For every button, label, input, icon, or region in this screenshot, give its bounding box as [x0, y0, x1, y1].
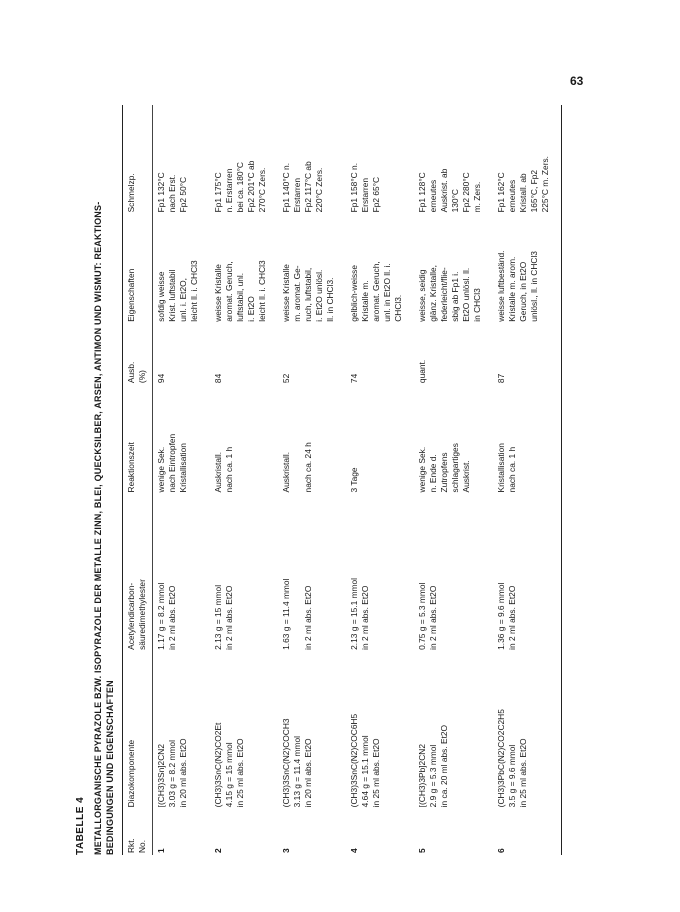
- cell-diazo-line: [(CH3)3Pb]2CN2: [417, 744, 427, 808]
- header-zeit: Reaktionszeit: [123, 385, 153, 494]
- cell-eig-line: weisse, seidig: [417, 269, 427, 322]
- cell-eig-line: ll. in CHCl3.: [325, 277, 335, 322]
- data-table: [122, 105, 562, 855]
- cell-diazo-line: (CH3)3PbC(N2)CO2C2H5: [496, 709, 506, 808]
- cell-schm: [153, 105, 211, 214]
- cell-schm-line: 165°C, Fp2: [529, 169, 539, 213]
- cell-schm-line: Erstarren: [292, 177, 302, 213]
- table-row: [153, 105, 211, 855]
- cell-diazo-line: in 25 ml abs. Et2O: [371, 738, 381, 808]
- cell-acet: [414, 494, 493, 651]
- table-title-line-1: METALLORGANISCHE PYRAZOLE BZW. ISOPYRAZOLE DER METALLE ZINN, BLEI, QUECKSILBER, ARSEN, ANTIMON UND WISMUT: REAKTIONS-: [93, 201, 103, 855]
- cell-eig-line: luftstabil, unl.: [235, 272, 245, 322]
- cell-eig-line: CHCl3.: [393, 294, 403, 322]
- header-acet: [123, 494, 153, 651]
- cell-eig-line: i. Et2O unlösl.: [314, 269, 324, 322]
- table-row: [278, 105, 346, 855]
- cell-schm-line: nach Erst.: [167, 174, 177, 213]
- cell-eig-line: aromat. Geruch,: [224, 261, 234, 322]
- header-diazo: Diazokomponente: [123, 652, 153, 809]
- cell-zeit-line: Kristallisation: [496, 443, 506, 493]
- header-ausb-line-1: Ausb.: [126, 361, 136, 384]
- cell-eig-line: unlösl., ll. in CHCl3: [529, 251, 539, 322]
- cell-acet-line: 0.75 g = 5.3 mmol: [417, 582, 427, 650]
- cell-schm-line: Fp1 128°C: [417, 172, 427, 213]
- cell-diazo-line: 3.03 g = 8.2 mmol: [167, 740, 177, 808]
- cell-acet-line: 2.13 g = 15 mmol: [213, 584, 223, 650]
- cell-eig-line: i. Et2O: [246, 296, 256, 322]
- cell-eig: [278, 214, 346, 323]
- cell-diazo: [346, 652, 414, 809]
- cell-zeit: [493, 385, 562, 494]
- table-header-row: [123, 105, 153, 855]
- cell-acet-line: in 2 ml abs. Et2O: [360, 585, 370, 650]
- table-row: [210, 105, 278, 855]
- cell-eig: [153, 214, 211, 323]
- cell-schm-line: Fp1 132°C: [156, 172, 166, 213]
- table-label: TABELLE 4: [75, 796, 86, 855]
- cell-zeit-line: Auskristall.: [213, 451, 223, 493]
- header-nr-line-1: Rkt.: [126, 838, 136, 853]
- cell-zeit: [153, 385, 211, 494]
- header-eig: Eigenschaften: [123, 214, 153, 323]
- cell-zeit-line: nach ca. 24 h: [303, 442, 313, 493]
- cell-diazo-line: in 20 ml abs. Et2O: [303, 738, 313, 808]
- cell-zeit-line: Auskrist.: [461, 460, 471, 493]
- cell-acet-line: 2.13 g = 15.1 mmol: [349, 577, 359, 650]
- cell-eig-line: aromat. Geruch,: [371, 261, 381, 322]
- header-schm: Schmelzp.: [123, 105, 153, 214]
- cell-ausb: 94: [156, 373, 166, 384]
- cell-nr: 2: [213, 848, 223, 853]
- cell-ausb: 84: [213, 373, 223, 384]
- cell-zeit-line: schlagartiges: [450, 443, 460, 493]
- cell-schm-line: bei ca. 180°C: [235, 162, 245, 213]
- cell-eig-line: Kristalle m.: [360, 280, 370, 322]
- cell-acet: [153, 494, 211, 651]
- cell-diazo-line: (CH3)3SnC(N2)COCH3: [281, 718, 291, 808]
- cell-eig: [493, 214, 562, 323]
- cell-nr: 4: [349, 848, 359, 853]
- table-row: [414, 105, 493, 855]
- cell-schm-line: Kristall. ab: [518, 173, 528, 213]
- cell-zeit-line: wenige Sek.: [156, 446, 166, 493]
- cell-schm: [414, 105, 493, 214]
- cell-nr: 5: [417, 848, 427, 853]
- cell-zeit: [210, 385, 278, 494]
- cell-zeit-line: nach ca. 1 h: [507, 446, 517, 493]
- cell-ausb: quant.: [417, 359, 427, 384]
- cell-ausb: 74: [349, 373, 359, 384]
- cell-eig-line: ruch, luftstabil,: [303, 267, 313, 322]
- cell-diazo: [153, 652, 211, 809]
- cell-schm-line: Fp1 158°C n.: [349, 162, 359, 213]
- cell-zeit-line: Auskristall.: [281, 451, 291, 493]
- cell-eig-line: federleicht/flie-: [439, 267, 449, 322]
- cell-eig-line: gelblich-weisse: [349, 264, 359, 322]
- page-number: 63: [570, 74, 584, 88]
- cell-acet-line: 1.36 g = 9.6 mmol: [496, 582, 506, 650]
- cell-eig-line: Kristalle m. arom.: [507, 256, 517, 322]
- cell-eig-line: weisse Kristalle: [281, 264, 291, 322]
- cell-schm-line: Fp2 65°C: [371, 176, 381, 213]
- cell-eig-line: glänz. Kristalle,: [428, 264, 438, 322]
- cell-zeit: [278, 385, 346, 494]
- cell-eig-line: in CHCl3: [472, 288, 482, 322]
- cell-schm-line: n. Erstarren: [224, 168, 234, 213]
- cell-diazo-line: 3.13 g = 11.4 mmol: [292, 736, 302, 808]
- cell-nr: 3: [281, 848, 291, 853]
- cell-schm-line: erneutes: [428, 179, 438, 213]
- cell-zeit-line: Zutropfens: [439, 452, 449, 493]
- header-acet-line-1: Acetylendicarbon-: [126, 582, 136, 650]
- cell-eig-line: weisse luftbeständ.: [496, 250, 506, 322]
- cell-acet-line: [292, 498, 303, 649]
- cell-eig-line: m. aromat. Ge-: [292, 265, 302, 322]
- cell-diazo-line: in 25 ml abs. Et2O: [518, 738, 528, 808]
- cell-diazo-line: (CH3)3SnC(N2)COC6H5: [349, 713, 359, 808]
- cell-schm: [278, 105, 346, 214]
- cell-diazo-line: in ca. 20 ml abs. Et2O: [439, 724, 449, 808]
- cell-schm: [210, 105, 278, 214]
- header-ausb: [123, 324, 153, 385]
- cell-acet: [278, 494, 346, 651]
- cell-schm-line: 130°C: [450, 189, 460, 213]
- cell-acet-line: in 2 ml abs. Et2O: [224, 585, 234, 650]
- cell-zeit-line: nach Eintropfen: [167, 433, 177, 493]
- cell-diazo: [414, 652, 493, 809]
- cell-zeit-line: 3 Tage: [349, 467, 359, 493]
- header-nr-line-2: No.: [137, 839, 147, 853]
- cell-eig-line: Et2O unlösl. ll.: [461, 267, 471, 322]
- cell-schm-line: Fp2 117°C ab: [303, 161, 313, 213]
- header-acet-line-2: säuredimethylester: [137, 579, 147, 650]
- table-body: [153, 105, 562, 855]
- cell-zeit-line: Kristallisation: [178, 443, 188, 493]
- cell-diazo-line: in 20 ml abs. Et2O: [178, 738, 188, 808]
- cell-schm-line: erneutes: [507, 179, 517, 213]
- cell-acet: [493, 494, 562, 651]
- cell-eig: [414, 214, 493, 323]
- cell-schm-line: Fp2 201°C ab: [246, 160, 256, 213]
- cell-ausb: 87: [493, 324, 562, 385]
- cell-schm-line: Fp1 175°C: [213, 172, 223, 213]
- cell-zeit-line: [292, 389, 303, 492]
- cell-zeit-line: wenige Sek.: [417, 446, 427, 493]
- cell-schm-line: Fp1 162°C: [496, 172, 506, 213]
- cell-schm-line: 225°C m. Zers.: [540, 156, 550, 213]
- cell-eig-line: Krist. luftstabil: [167, 269, 177, 322]
- table-row: [346, 105, 414, 855]
- header-ausb-line-2: (%): [137, 370, 147, 384]
- cell-schm-line: Fp2 280°C: [461, 172, 471, 213]
- cell-diazo-line: 4.64 g = 15.1 mmol: [360, 735, 370, 808]
- cell-eig-line: sbig ab Fp1 i.: [450, 271, 460, 322]
- cell-zeit: [414, 385, 493, 494]
- cell-diazo-line: [(CH3)3Sn]2CN2: [156, 744, 166, 808]
- cell-diazo: [210, 652, 278, 809]
- cell-acet: [210, 494, 278, 651]
- cell-diazo-line: 4.15 g = 15 mmol: [224, 742, 234, 808]
- cell-eig-line: Geruch, in Et2O: [518, 261, 528, 322]
- cell-acet: [346, 494, 414, 651]
- cell-acet-line: 1.63 g = 11.4 mmol: [281, 578, 291, 650]
- cell-eig: [346, 214, 414, 323]
- table-title: [92, 105, 116, 855]
- cell-acet-line: in 2 ml abs. Et2O: [167, 585, 177, 650]
- header-nr: [123, 809, 153, 855]
- cell-eig-line: leicht ll. i. CHCl3: [257, 260, 267, 322]
- cell-diazo-line: (CH3)3SnC(N2)CO2Et: [213, 722, 223, 808]
- cell-zeit: [346, 385, 414, 494]
- cell-schm: [493, 105, 562, 214]
- cell-schm-line: Fp1 140°C n.: [281, 162, 291, 213]
- cell-eig-line: weisse Kristalle: [213, 264, 223, 322]
- cell-schm-line: Fp2 50°C: [178, 176, 188, 213]
- cell-diazo: [278, 652, 346, 809]
- cell-eig-line: leicht ll. i. CHCl3: [189, 260, 199, 322]
- cell-schm-line: 220°C Zers.: [314, 167, 324, 213]
- cell-schm-line: Erstarren: [360, 177, 370, 213]
- cell-zeit-line: nach ca. 1 h: [224, 446, 234, 493]
- cell-acet-line: in 2 ml abs. Et2O: [428, 585, 438, 650]
- cell-eig-line: unl. in Et2O ll. i.: [382, 263, 392, 322]
- rotated-table-block: [75, 105, 595, 855]
- cell-schm: [346, 105, 414, 214]
- table-row: [493, 105, 562, 855]
- cell-diazo-line: 2.9 g = 5.3 mmol: [428, 744, 438, 808]
- cell-nr: 1: [156, 848, 166, 853]
- cell-zeit-line: n. Ende d.: [428, 454, 438, 493]
- cell-schm-line: 270°C Zers.: [257, 167, 267, 213]
- cell-eig: [210, 214, 278, 323]
- cell-diazo: [493, 652, 562, 809]
- cell-eig-line: unl. i. Et2O,: [178, 278, 188, 322]
- cell-acet-line: in 2 ml abs. Et2O: [507, 585, 517, 650]
- cell-schm-line: Auskrist. ab: [439, 168, 449, 213]
- table-title-line-2: BEDINGUNGEN UND EIGENSCHAFTEN: [105, 680, 115, 855]
- cell-ausb: 52: [281, 373, 291, 384]
- cell-eig-line: sofdig weisse: [156, 271, 166, 322]
- cell-acet-line: 1.17 g = 8.2 mmol: [156, 582, 166, 650]
- cell-schm-line: m. Zers.: [472, 181, 482, 213]
- cell-nr: 6: [493, 809, 562, 855]
- cell-diazo-line: 3.5 g = 9.6 mmol: [507, 744, 517, 808]
- cell-diazo-line: in 25 ml abs. Et2O: [235, 738, 245, 808]
- cell-acet-line: in 2 ml abs. Et2O: [303, 585, 313, 650]
